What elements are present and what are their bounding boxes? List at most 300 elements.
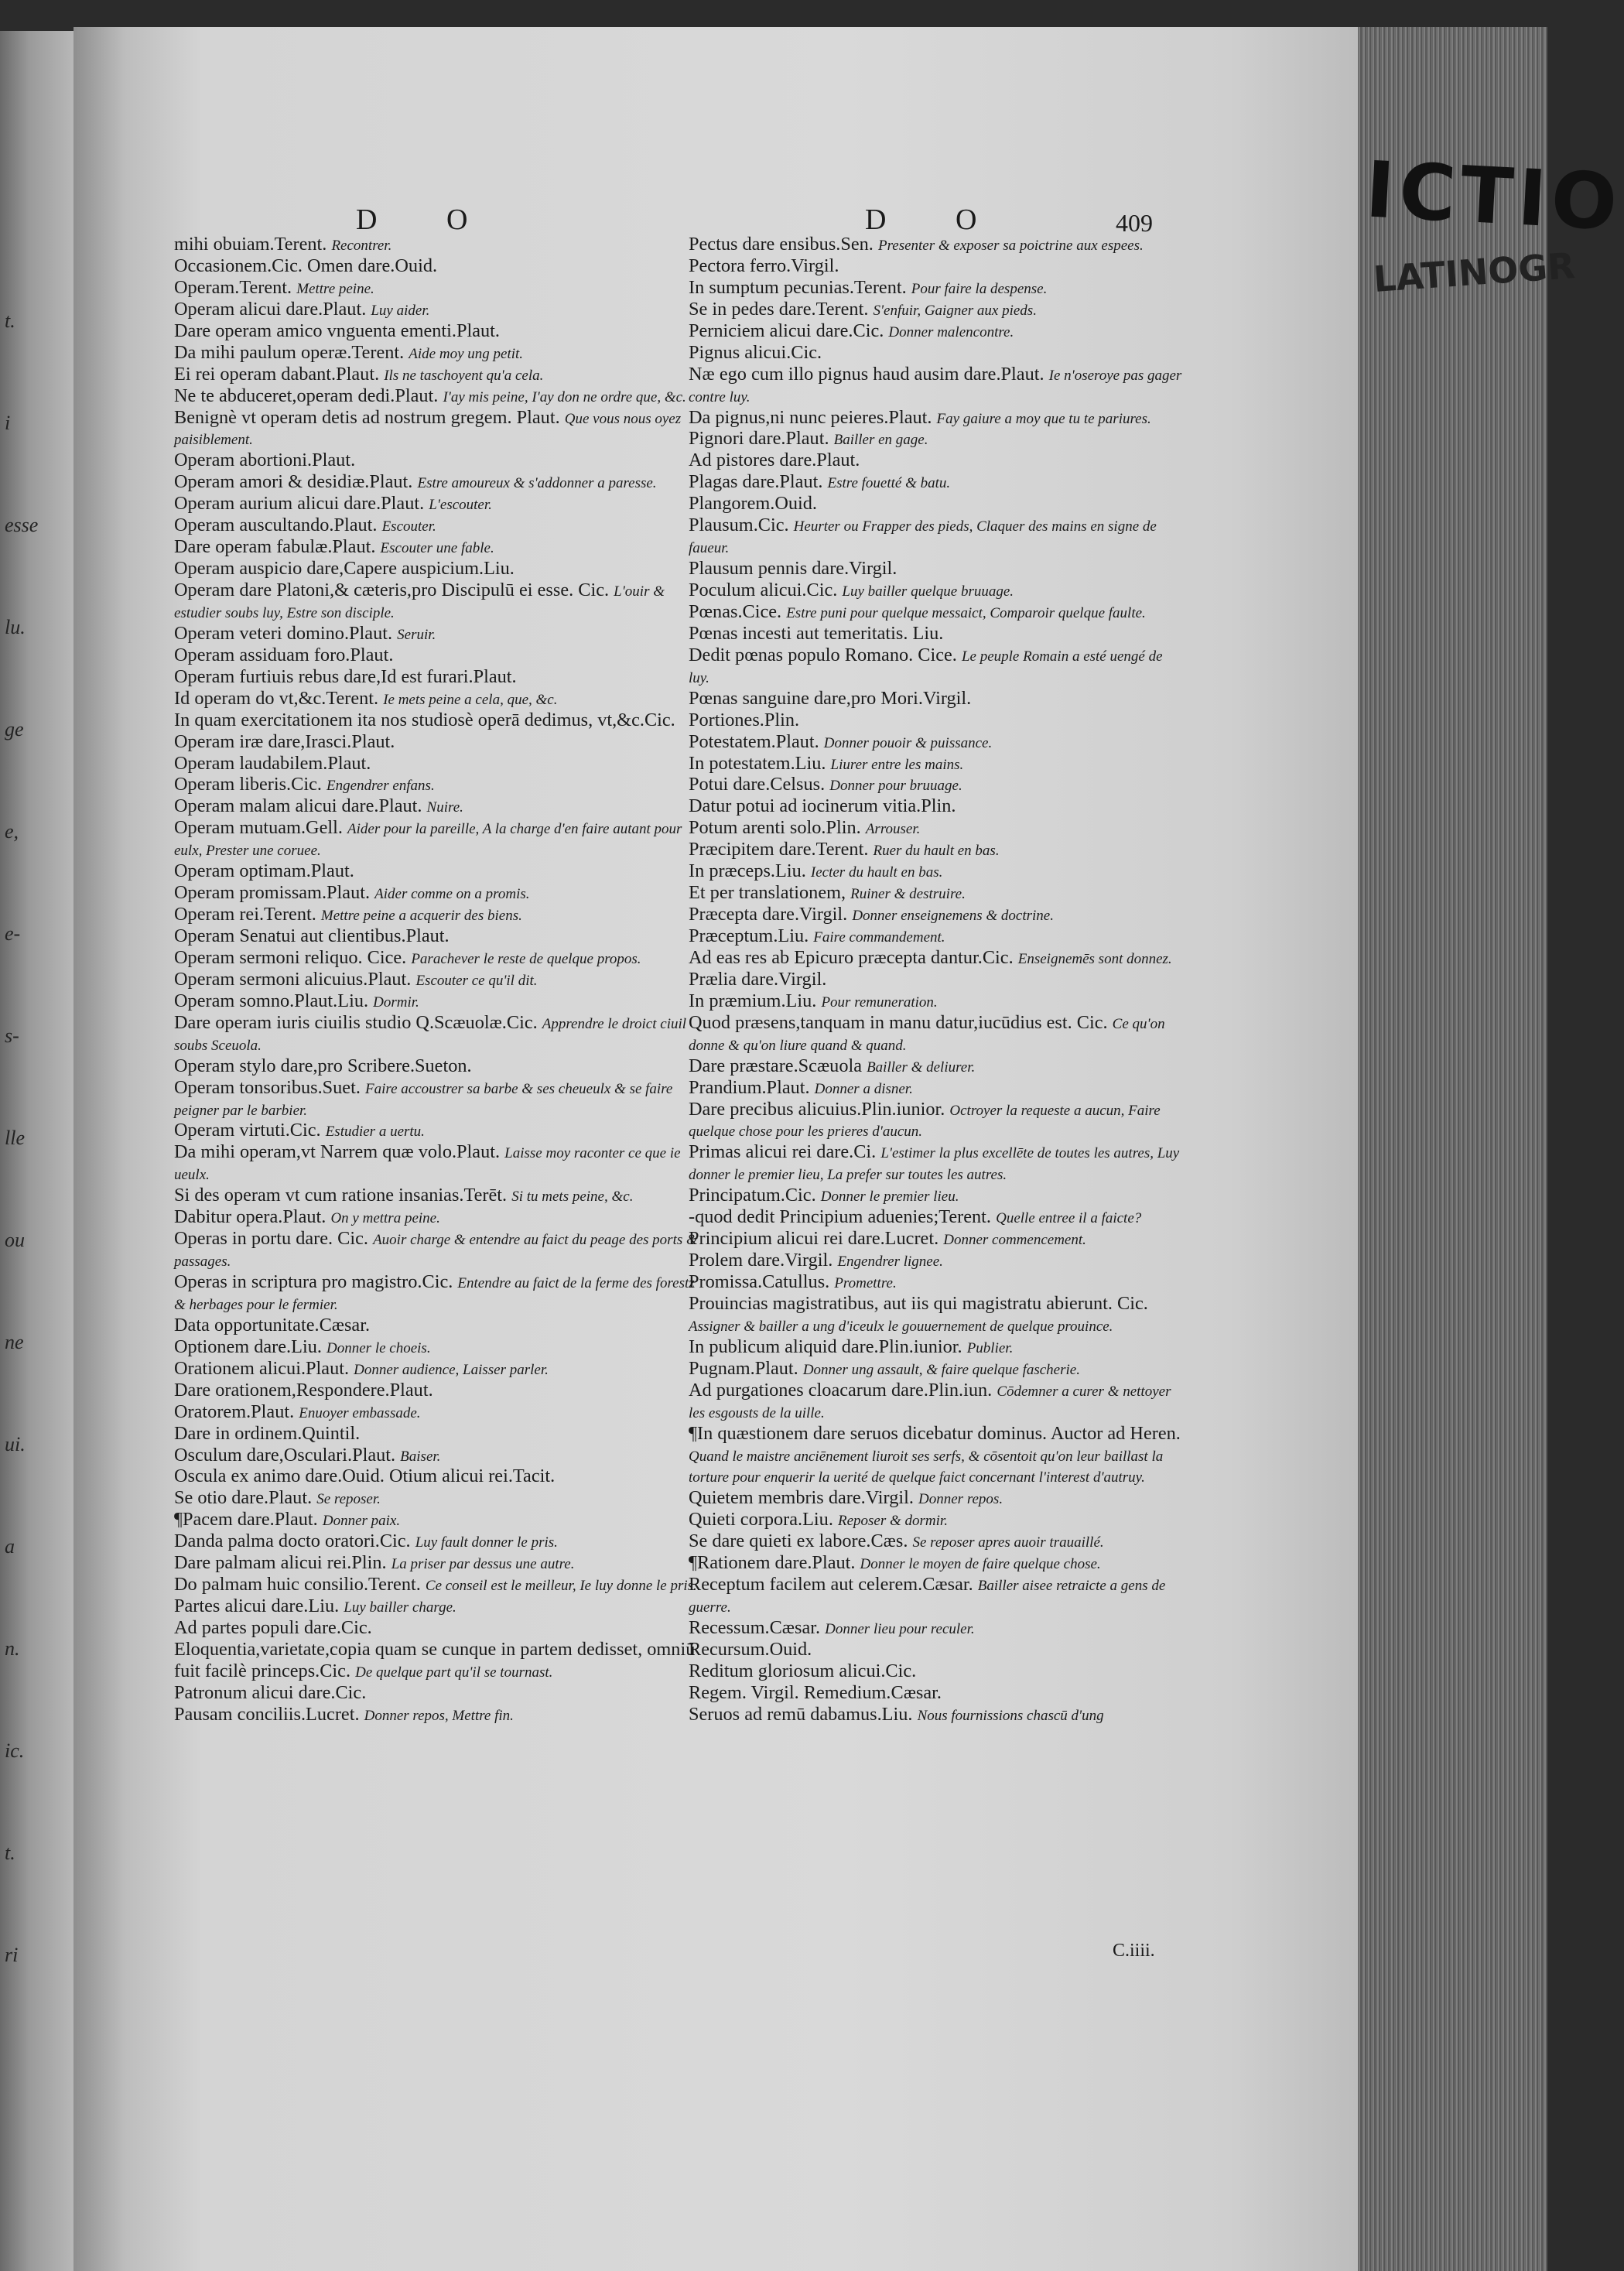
dictionary-entry bbox=[689, 645, 1184, 688]
french-gloss: Pour remuneration. bbox=[821, 994, 938, 1011]
latin-text: Primas alicui rei dare.Ci. bbox=[689, 1141, 877, 1163]
latin-text: In sumptum pecunias.Terent. bbox=[689, 276, 907, 298]
dictionary-entry bbox=[174, 882, 708, 904]
french-gloss: Donner le premier lieu. bbox=[820, 1189, 959, 1206]
latin-text: mihi obuiam.Terent. bbox=[174, 234, 327, 255]
french-gloss: Arrouser. bbox=[865, 821, 921, 838]
dictionary-entry bbox=[689, 1293, 1184, 1336]
dictionary-entry bbox=[689, 1055, 1184, 1077]
dictionary-entry bbox=[174, 407, 708, 450]
french-gloss: La priser par dessus une autre. bbox=[391, 1556, 575, 1573]
french-gloss: Faire accoustrer sa barbe & ses cheueulx & se faire peigner par le barbier. bbox=[174, 1080, 673, 1119]
dictionary-entry bbox=[174, 493, 708, 515]
dictionary-entry bbox=[689, 753, 1184, 775]
latin-text: Datur potui ad iocinerum vitia.Plin. bbox=[689, 795, 956, 817]
dictionary-entry bbox=[689, 493, 1184, 515]
dictionary-entry bbox=[174, 645, 708, 666]
latin-text: Da mihi paulum operæ.Terent. bbox=[174, 341, 405, 363]
dictionary-entry bbox=[689, 320, 1184, 342]
dictionary-entry bbox=[689, 1380, 1184, 1423]
french-gloss: Donner paix. bbox=[322, 1513, 401, 1530]
dictionary-entry bbox=[689, 450, 1184, 471]
dictionary-entry bbox=[689, 471, 1184, 493]
dictionary-entry bbox=[174, 990, 708, 1012]
latin-text: Operam veteri domino.Plaut. bbox=[174, 622, 393, 644]
french-gloss: Seruir. bbox=[397, 626, 436, 643]
latin-text: Dare palmam alicui rei.Plin. bbox=[174, 1552, 387, 1574]
dictionary-entry bbox=[174, 904, 708, 925]
dictionary-entry bbox=[689, 817, 1184, 839]
margin-fragment: n. bbox=[5, 1637, 20, 1660]
latin-text: Operam auscultando.Plaut. bbox=[174, 515, 378, 536]
dictionary-entry bbox=[689, 1639, 1184, 1660]
dictionary-entry bbox=[174, 536, 708, 558]
latin-text: Recessum.Cæsar. bbox=[689, 1617, 821, 1638]
dictionary-entry bbox=[689, 839, 1184, 860]
dictionary-entry bbox=[174, 580, 708, 623]
dictionary-entry bbox=[689, 1423, 1184, 1488]
latin-text: Operam promissam.Plaut. bbox=[174, 882, 371, 904]
french-gloss: Ce conseil est le meilleur, Ie luy donne le pris. bbox=[425, 1578, 697, 1595]
left-column bbox=[174, 234, 708, 1725]
latin-text: Pignori dare.Plaut. bbox=[689, 428, 829, 450]
french-gloss: Enseignemēs sont donnez. bbox=[1017, 950, 1172, 967]
dictionary-entry bbox=[174, 299, 708, 320]
latin-text: In potestatem.Liu. bbox=[689, 752, 826, 774]
dictionary-entry bbox=[174, 1336, 708, 1358]
french-gloss: Se reposer apres auoir trauaillé. bbox=[912, 1534, 1104, 1551]
latin-text: Prælia dare.Virgil. bbox=[689, 968, 827, 990]
french-gloss: Assigner & bailler a ung d'iceulx le gouuernement de quelque prouince. bbox=[689, 1318, 1113, 1335]
latin-text: ¶In quæstionem dare seruos dicebatur dominus. Auctor ad Heren. bbox=[689, 1422, 1181, 1444]
dictionary-entry bbox=[174, 234, 708, 255]
french-gloss: Luy bailler quelque bruuage. bbox=[842, 583, 1014, 600]
margin-fragment: t. bbox=[5, 310, 15, 332]
latin-text: Dare operam amico vnguenta ementi.Plaut. bbox=[174, 320, 500, 341]
dictionary-entry bbox=[174, 1271, 708, 1315]
dictionary-entry bbox=[174, 1423, 708, 1445]
dictionary-entry bbox=[689, 688, 1184, 710]
latin-text: Benignè vt operam detis ad nostrum gregem. Plaut. bbox=[174, 406, 560, 428]
french-gloss: Bailler & deliurer. bbox=[867, 1059, 976, 1076]
dictionary-entry bbox=[689, 515, 1184, 558]
dictionary-entry bbox=[689, 774, 1184, 795]
margin-fragment: ne bbox=[5, 1331, 24, 1353]
french-gloss: Mettre peine a acquerir des biens. bbox=[320, 908, 522, 925]
latin-text: Dare precibus alicuius.Plin.iunior. bbox=[689, 1098, 945, 1120]
dictionary-entry bbox=[174, 1574, 708, 1596]
latin-text: Operam virtuti.Cic. bbox=[174, 1120, 321, 1141]
dictionary-entry bbox=[689, 925, 1184, 947]
dictionary-entry bbox=[689, 1704, 1184, 1725]
dictionary-entry bbox=[174, 1077, 708, 1120]
latin-text: Operam furtiuis rebus dare,Id est furari.Plaut. bbox=[174, 665, 517, 687]
latin-text: Operam liberis.Cic. bbox=[174, 774, 322, 795]
french-gloss: Donner audience, Laisser parler. bbox=[354, 1361, 549, 1378]
dictionary-entry bbox=[174, 1185, 708, 1206]
latin-text: Operam assiduam foro.Plaut. bbox=[174, 644, 394, 665]
latin-text: Operam.Terent. bbox=[174, 276, 292, 298]
latin-text: Osculum dare,Osculari.Plaut. bbox=[174, 1444, 396, 1466]
french-gloss: Bailler en gage. bbox=[833, 432, 928, 449]
dictionary-entry bbox=[689, 299, 1184, 320]
latin-text: Operam dare Platoni,& cæteris,pro Discipulū ei esse. Cic. bbox=[174, 580, 610, 600]
latin-text: Se dare quieti ex labore.Cæs. bbox=[689, 1531, 908, 1552]
latin-text: Pœnas.Cice. bbox=[689, 600, 782, 622]
french-gloss: Pour faire la despense. bbox=[911, 280, 1048, 297]
margin-fragment: e- bbox=[5, 922, 21, 945]
latin-text: Potui dare.Celsus. bbox=[689, 774, 826, 795]
french-gloss: Ruiner & destruire. bbox=[850, 886, 966, 903]
latin-text: Quieti corpora.Liu. bbox=[689, 1509, 833, 1531]
french-gloss: Faire commandement. bbox=[813, 929, 945, 946]
latin-text: Operam amori & desidiæ.Plaut. bbox=[174, 471, 413, 493]
latin-text: Principium alicui rei dare.Lucret. bbox=[689, 1228, 939, 1250]
latin-text: Pœnas incesti aut temeritatis. Liu. bbox=[689, 622, 944, 644]
dictionary-entry bbox=[689, 558, 1184, 580]
french-gloss: Reposer & dormir. bbox=[837, 1513, 948, 1530]
latin-text: Pectus dare ensibus.Sen. bbox=[689, 234, 874, 255]
dictionary-entry bbox=[174, 666, 708, 688]
french-gloss: Aide moy ung petit. bbox=[409, 345, 524, 362]
dictionary-entry bbox=[174, 1141, 708, 1185]
latin-text: Da pignus,ni nunc peieres.Plaut. bbox=[689, 406, 932, 428]
french-gloss: De quelque part qu'il se tournast. bbox=[355, 1664, 553, 1681]
latin-text: Potestatem.Plaut. bbox=[689, 730, 819, 752]
french-gloss: Presenter & exposer sa poictrine aux espees. bbox=[877, 238, 1144, 254]
french-gloss: Donner le choeis. bbox=[327, 1339, 431, 1356]
latin-text: Da mihi operam,vt Narrem quæ volo.Plaut. bbox=[174, 1141, 501, 1163]
french-gloss: Estre amoureux & s'addonner a paresse. bbox=[417, 475, 657, 492]
latin-text: Operam auspicio dare,Capere auspicium.Liu. bbox=[174, 558, 515, 580]
latin-text: Plangorem.Ouid. bbox=[689, 493, 818, 515]
french-gloss: Donner pouoir & puissance. bbox=[823, 734, 993, 751]
french-gloss: Estudier a uertu. bbox=[325, 1124, 425, 1141]
french-gloss: L'estimer la plus excellēte de toutes les autres, Luy donner le premier lieu, La prefer sur toutes les autres. bbox=[689, 1145, 1180, 1184]
french-gloss: Entendre au faict de la ferme des forestz & herbages pour le fermier. bbox=[174, 1275, 695, 1313]
french-gloss: Parachever le reste de quelque propos. bbox=[411, 950, 641, 967]
dictionary-entry bbox=[174, 1596, 708, 1617]
latin-text: Quod præsens,tanquam in manu datur,iucūdius est. Cic. bbox=[689, 1011, 1108, 1033]
margin-fragment: ri bbox=[5, 1944, 19, 1966]
dictionary-entry bbox=[689, 1012, 1184, 1055]
latin-text: Dare operam fabulæ.Plaut. bbox=[174, 536, 376, 558]
french-gloss: Nuire. bbox=[426, 799, 463, 816]
french-gloss: Auoir charge & entendre au faict du peage des ports & passages. bbox=[174, 1232, 698, 1271]
french-gloss: Se reposer. bbox=[316, 1491, 381, 1508]
dictionary-entry bbox=[689, 1531, 1184, 1552]
latin-text: Operam sermoni alicuius.Plaut. bbox=[174, 968, 412, 990]
french-gloss: Ils ne taschoyent qu'a cela. bbox=[384, 367, 544, 384]
dictionary-entry bbox=[174, 1466, 708, 1487]
margin-fragment: lle bbox=[5, 1127, 25, 1149]
dictionary-entry bbox=[689, 710, 1184, 731]
latin-text: Do palmam huic consilio.Terent. bbox=[174, 1574, 421, 1596]
dictionary-entry bbox=[689, 1250, 1184, 1271]
latin-text: Operam stylo dare,pro Scribere.Sueton. bbox=[174, 1055, 472, 1076]
dictionary-entry bbox=[689, 601, 1184, 623]
french-gloss: Estre puni pour quelque messaict, Comparoir quelque faulte. bbox=[786, 604, 1146, 621]
dictionary-entry bbox=[174, 515, 708, 536]
latin-text: Operam sermoni reliquo. Cice. bbox=[174, 946, 407, 968]
french-gloss: Bailler aisee retraicte a gens de guerre. bbox=[689, 1578, 1166, 1616]
dictionary-entry bbox=[689, 1682, 1184, 1704]
french-gloss: Escouter une fable. bbox=[380, 540, 494, 557]
margin-fragment: ic. bbox=[5, 1739, 25, 1762]
header-left-letters: D O bbox=[356, 204, 499, 236]
latin-text: Si des operam vt cum ratione insanias.Terēt. bbox=[174, 1185, 508, 1206]
margin-fragment: i bbox=[5, 412, 11, 434]
dictionary-entry bbox=[174, 471, 708, 493]
latin-text: Receptum facilem aut celerem.Cæsar. bbox=[689, 1574, 973, 1596]
dictionary-entry bbox=[174, 1120, 708, 1141]
french-gloss: Ruer du hault en bas. bbox=[873, 843, 1000, 860]
french-gloss: Promettre. bbox=[834, 1275, 897, 1291]
dictionary-entry bbox=[689, 1077, 1184, 1099]
french-gloss: Quand le maistre anciēnement liuroit ses serfs, & cōsentoit qu'on leur baillast la torture pour enquerir la uerité de quelque faict concernant l'interest d'autruy. bbox=[689, 1448, 1164, 1486]
latin-text: Regem. Virgil. Remedium.Cæsar. bbox=[689, 1681, 942, 1703]
french-gloss: Nous fournissions chascū d'ung bbox=[917, 1707, 1104, 1724]
french-gloss: Heurter ou Frapper des pieds, Claquer des mains en signe de faueur. bbox=[689, 518, 1157, 557]
dictionary-entry bbox=[174, 1206, 708, 1228]
french-gloss: Laisse moy raconter ce que ie ueulx. bbox=[174, 1145, 681, 1184]
french-gloss: Luy bailler charge. bbox=[344, 1599, 456, 1616]
dictionary-entry bbox=[174, 342, 708, 364]
latin-text: Pectora ferro.Virgil. bbox=[689, 255, 839, 276]
margin-fragment: e, bbox=[5, 820, 19, 843]
dictionary-entry bbox=[174, 385, 708, 407]
french-gloss: Donner lieu pour reculer. bbox=[825, 1621, 975, 1637]
latin-text: ¶Rationem dare.Plaut. bbox=[689, 1552, 856, 1574]
dictionary-entry bbox=[174, 947, 708, 969]
latin-text: Data opportunitate.Cæsar. bbox=[174, 1314, 371, 1336]
dictionary-entry bbox=[689, 580, 1184, 601]
latin-text: Se otio dare.Plaut. bbox=[174, 1487, 313, 1509]
dictionary-entry bbox=[174, 1487, 708, 1509]
dictionary-entry bbox=[689, 882, 1184, 904]
latin-text: Operam Senatui aut clientibus.Plaut. bbox=[174, 925, 450, 946]
signature-mark: C.iiii. bbox=[1113, 1941, 1155, 1961]
margin-fragment: ou bbox=[5, 1229, 25, 1251]
latin-text: Pugnam.Plaut. bbox=[689, 1357, 798, 1379]
french-gloss: Donner le moyen de faire quelque chose. bbox=[860, 1556, 1101, 1573]
french-gloss: Donner a disner. bbox=[814, 1080, 913, 1097]
dictionary-entry bbox=[174, 969, 708, 990]
latin-text: Poculum alicui.Cic. bbox=[689, 580, 838, 600]
dictionary-entry bbox=[174, 1552, 708, 1574]
dictionary-entry bbox=[174, 774, 708, 795]
dictionary-entry bbox=[174, 795, 708, 817]
dictionary-entry bbox=[174, 1315, 708, 1336]
dictionary-entry bbox=[174, 1012, 708, 1055]
latin-text: Ei rei operam dabant.Plaut. bbox=[174, 363, 380, 385]
latin-text: In præceps.Liu. bbox=[689, 860, 806, 882]
latin-text: Plausum.Cic. bbox=[689, 515, 789, 536]
dictionary-entry bbox=[174, 1639, 708, 1682]
dictionary-entry bbox=[689, 623, 1184, 645]
dictionary-entry bbox=[174, 860, 708, 882]
dictionary-entry bbox=[174, 817, 708, 860]
french-gloss: Ce qu'on donne & qu'on liure quand & quand. bbox=[689, 1015, 1165, 1054]
latin-text: Operam mutuam.Gell. bbox=[174, 817, 343, 839]
dictionary-entry bbox=[689, 277, 1184, 299]
latin-text: Operam somno.Plaut.Liu. bbox=[174, 990, 369, 1011]
latin-text: Optionem dare.Liu. bbox=[174, 1336, 322, 1357]
french-gloss: Donner commencement. bbox=[943, 1232, 1086, 1249]
latin-text: Dare operam iuris ciuilis studio Q.Scæuolæ.Cic. bbox=[174, 1011, 538, 1033]
latin-text: Operam optimam.Plaut. bbox=[174, 860, 354, 882]
dictionary-entry bbox=[174, 1617, 708, 1639]
edge-stamp-top: ICTIO bbox=[1363, 144, 1624, 248]
latin-text: Operas in scriptura pro magistro.Cic. bbox=[174, 1271, 453, 1292]
dictionary-entry bbox=[689, 1487, 1184, 1509]
french-gloss: Donner ung assault, & faire quelque fascherie. bbox=[802, 1361, 1080, 1378]
latin-text: Operam abortioni.Plaut. bbox=[174, 450, 356, 471]
french-gloss: Que vous nous oyez paisiblement. bbox=[174, 410, 682, 449]
dictionary-entry bbox=[689, 969, 1184, 990]
latin-text: Pausam conciliis.Lucret. bbox=[174, 1703, 360, 1725]
margin-fragment: t. bbox=[5, 1842, 15, 1864]
latin-text: Partes alicui dare.Liu. bbox=[174, 1596, 340, 1617]
dictionary-entry bbox=[174, 688, 708, 710]
dictionary-entry bbox=[174, 1704, 708, 1725]
latin-text: Operam aurium alicui dare.Plaut. bbox=[174, 493, 425, 515]
header-right-letters: D O bbox=[865, 204, 1008, 236]
latin-text: Operas in portu dare. Cic. bbox=[174, 1228, 368, 1250]
french-gloss: Liurer entre les mains. bbox=[830, 756, 964, 773]
latin-text: Operam malam alicui dare.Plaut. bbox=[174, 795, 422, 817]
dictionary-entry bbox=[174, 320, 708, 342]
french-gloss: Donner pour bruuage. bbox=[829, 778, 962, 795]
french-gloss: Aider comme on a promis. bbox=[374, 886, 530, 903]
latin-text: Prandium.Plaut. bbox=[689, 1076, 810, 1098]
latin-text: Operam alicui dare.Plaut. bbox=[174, 298, 367, 320]
latin-text: Promissa.Catullus. bbox=[689, 1271, 830, 1292]
latin-text: Operam laudabilem.Plaut. bbox=[174, 752, 371, 774]
dictionary-entry bbox=[689, 1099, 1184, 1142]
latin-text: Seruos ad remū dabamus.Liu. bbox=[689, 1703, 913, 1725]
latin-text: Quietem membris dare.Virgil. bbox=[689, 1487, 914, 1509]
dictionary-entry bbox=[689, 1141, 1184, 1185]
dictionary-entry bbox=[174, 925, 708, 947]
french-gloss: Octroyer la requeste a aucun, Faire quelque chose pour les prieres d'aucun. bbox=[689, 1102, 1161, 1141]
latin-text: Ad eas res ab Epicuro præcepta dantur.Cic. bbox=[689, 946, 1014, 968]
latin-text: In præmium.Liu. bbox=[689, 990, 817, 1011]
french-gloss: Engendrer lignee. bbox=[837, 1253, 943, 1271]
right-column bbox=[689, 234, 1184, 1725]
dictionary-entry bbox=[689, 1271, 1184, 1293]
latin-text: -quod dedit Principium aduenies;Terent. bbox=[689, 1206, 992, 1228]
latin-text: Operam tonsoribus.Suet. bbox=[174, 1076, 361, 1098]
latin-text: Pignus alicui.Cic. bbox=[689, 341, 822, 363]
french-gloss: Iecter du hault en bas. bbox=[810, 864, 943, 881]
latin-text: Oscula ex animo dare.Ouid. Otium alicui rei.Tacit. bbox=[174, 1466, 556, 1487]
dictionary-entry bbox=[689, 407, 1184, 429]
dictionary-entry bbox=[174, 364, 708, 385]
latin-text: In publicum aliquid dare.Plin.iunior. bbox=[689, 1336, 962, 1357]
latin-text: Principatum.Cic. bbox=[689, 1185, 816, 1206]
latin-text: Ad purgationes cloacarum dare.Plin.iun. bbox=[689, 1379, 993, 1401]
latin-text: Orationem alicui.Plaut. bbox=[174, 1357, 350, 1379]
dictionary-entry bbox=[689, 990, 1184, 1012]
latin-text: Ad partes populi dare.Cic. bbox=[174, 1617, 372, 1638]
dictionary-entry bbox=[689, 342, 1184, 364]
dictionary-entry bbox=[174, 1055, 708, 1077]
dictionary-entry bbox=[689, 1552, 1184, 1574]
french-gloss: Escouter ce qu'il dit. bbox=[415, 972, 538, 989]
french-gloss: Ie mets peine a cela, que, &c. bbox=[383, 691, 558, 708]
latin-text: Dare in ordinem.Quintil. bbox=[174, 1422, 361, 1444]
french-gloss: Dormir. bbox=[373, 994, 419, 1011]
dictionary-entry bbox=[174, 710, 708, 753]
french-gloss: Apprendre le droict ciuil soubs Sceuola. bbox=[174, 1015, 687, 1054]
latin-text: Ad pistores dare.Plaut. bbox=[689, 450, 860, 471]
french-gloss: Luy aider. bbox=[371, 302, 430, 319]
dictionary-entry bbox=[174, 1445, 708, 1466]
french-gloss: S'enfuir, Gaigner aux pieds. bbox=[873, 302, 1037, 319]
french-gloss: Enuoyer embassade. bbox=[299, 1404, 421, 1421]
french-gloss: Baiser. bbox=[400, 1448, 441, 1465]
dictionary-entry bbox=[689, 1509, 1184, 1531]
latin-text: Ne te abduceret,operam dedi.Plaut. bbox=[174, 385, 439, 406]
dictionary-entry bbox=[689, 255, 1184, 277]
latin-text: Perniciem alicui dare.Cic. bbox=[689, 320, 884, 341]
french-gloss: Publier. bbox=[966, 1339, 1014, 1356]
dictionary-entry bbox=[174, 277, 708, 299]
french-gloss: Le peuple Romain a esté uengé de luy. bbox=[689, 648, 1163, 686]
french-gloss: Estre fouetté & batu. bbox=[827, 475, 951, 492]
dictionary-entry bbox=[174, 1380, 708, 1401]
latin-text: Præceptum.Liu. bbox=[689, 925, 809, 946]
dictionary-entry bbox=[174, 1401, 708, 1423]
dictionary-entry bbox=[689, 1336, 1184, 1358]
dictionary-entry bbox=[174, 255, 708, 277]
latin-text: Et per translationem, bbox=[689, 882, 846, 904]
latin-text: Id operam do vt,&c.Terent. bbox=[174, 687, 379, 709]
margin-fragment: ge bbox=[5, 718, 24, 740]
dictionary-entry bbox=[174, 1682, 708, 1704]
dictionary-entry bbox=[689, 731, 1184, 753]
dictionary-entry bbox=[689, 364, 1184, 407]
french-gloss: Donner malencontre. bbox=[888, 323, 1014, 340]
dictionary-entry bbox=[689, 234, 1184, 255]
latin-text: Dabitur opera.Plaut. bbox=[174, 1206, 327, 1228]
margin-fragment: lu. bbox=[5, 616, 26, 638]
dictionary-entry bbox=[689, 1358, 1184, 1380]
latin-text: Eloquentia,varietate,copia quam se cunque in partem dedisset, omniū fuit facilè princeps.Cic. bbox=[174, 1638, 696, 1681]
dictionary-entry bbox=[174, 558, 708, 580]
edge-stamp-bottom: LATINOGR bbox=[1372, 244, 1577, 301]
latin-text: Se in pedes dare.Terent. bbox=[689, 298, 869, 320]
french-gloss: Recontrer. bbox=[331, 238, 392, 254]
latin-text: Dedit pœnas populo Romano. Cice. bbox=[689, 644, 957, 665]
dictionary-entry bbox=[689, 1185, 1184, 1206]
french-gloss: Luy fault donner le pris. bbox=[415, 1534, 558, 1551]
margin-fragment: a bbox=[5, 1535, 15, 1558]
latin-text: Pœnas sanguine dare,pro Mori.Virgil. bbox=[689, 687, 972, 709]
latin-text: Dare præstare.Scæuola bbox=[689, 1055, 862, 1076]
latin-text: In quam exercitationem ita nos studiosè operā dedimus, vt,&c.Cic. Operam iræ dare,Irasci.Plaut. bbox=[174, 709, 675, 752]
dictionary-entry bbox=[689, 428, 1184, 450]
dictionary-entry bbox=[174, 753, 708, 775]
dictionary-entry bbox=[689, 1574, 1184, 1617]
margin-fragment: esse bbox=[5, 514, 39, 536]
page-number: 409 bbox=[1116, 209, 1153, 237]
french-gloss: L'ouir & estudier soubs luy, Estre son disciple. bbox=[174, 583, 665, 621]
french-gloss: Donner repos, Mettre fin. bbox=[364, 1707, 514, 1724]
dictionary-entry bbox=[689, 1228, 1184, 1250]
dictionary-entry bbox=[689, 860, 1184, 882]
